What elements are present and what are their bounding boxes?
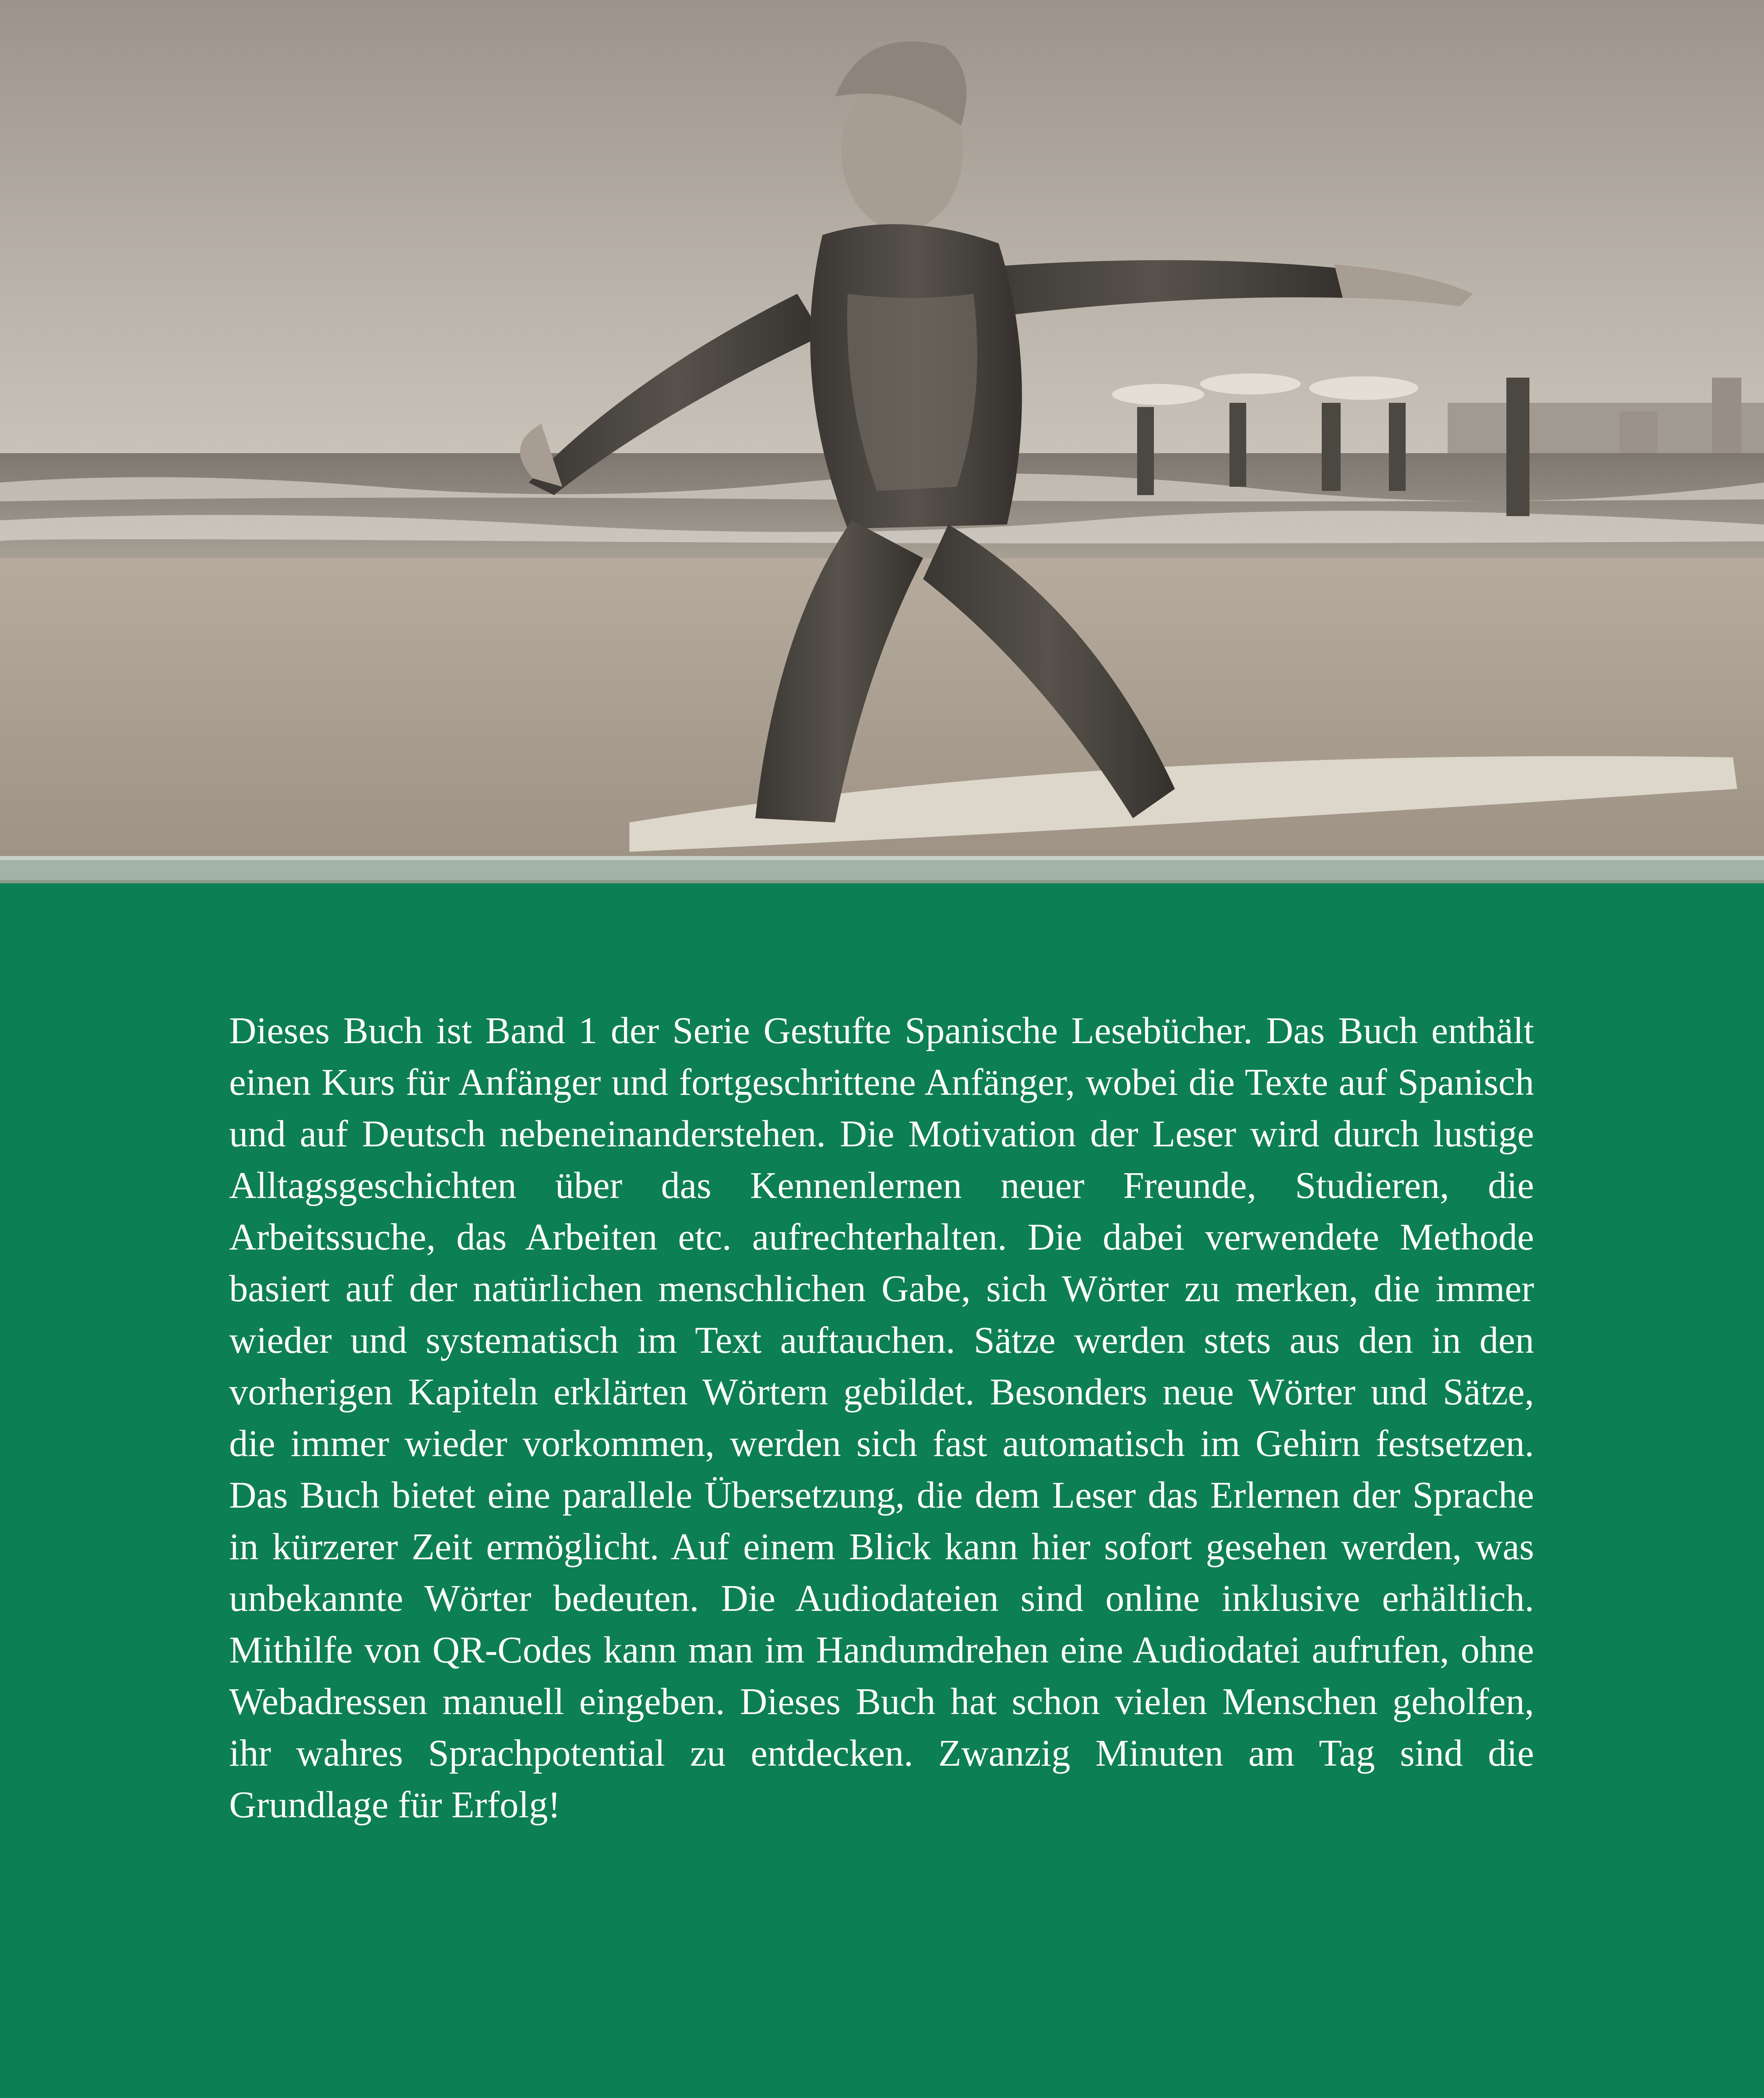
cover-photo	[0, 0, 1764, 856]
surfer-boy-photo	[0, 0, 1764, 856]
photo-divider-band	[0, 856, 1764, 883]
back-cover-blurb: Dieses Buch ist Band 1 der Serie Gestufte Spanische Lesebücher. Das Buch enthält einen Kurs für Anfänger und fortgeschrittene Anfänger, wobei die Texte auf Spanisch und auf Deutsch nebeneinanderstehen. Die Motivation der Leser wird durch lustige Alltagsgeschichten über das Kennenlernen neuer Freunde, Studieren, die Arbeitssuche, das Arbeiten etc. aufrechterhalten. Die dabei verwendete Methode basiert auf der natürlichen menschlichen Gabe, sich Wörter zu merken, die immer wieder und systematisch im Text auftauchen. Sätze werden stets aus den in den vorherigen Kapiteln erklärten Wörtern gebildet. Besonders neue Wörter und Sätze, die immer wieder vorkommen, werden sich fast automatisch im Gehirn festsetzen. Das Buch bietet eine parallele Übersetzung, die dem Leser das Erlernen der Sprache in kürzerer Zeit ermöglicht. Auf einem Blick kann hier sofort gesehen werden, was unbekannte Wörter bedeuten. Die Audiodateien sind online inklusive erhältlich. Mithilfe von QR-Codes kann man im Handumdrehen eine Audiodatei aufrufen, ohne Webadressen manuell eingeben. Dieses Buch hat schon vielen Menschen geholfen, ihr wahres Sprachpotential zu entdecken. Zwanzig Minuten am Tag sind die Grundlage für Erfolg!	[229, 1010, 1534, 1826]
